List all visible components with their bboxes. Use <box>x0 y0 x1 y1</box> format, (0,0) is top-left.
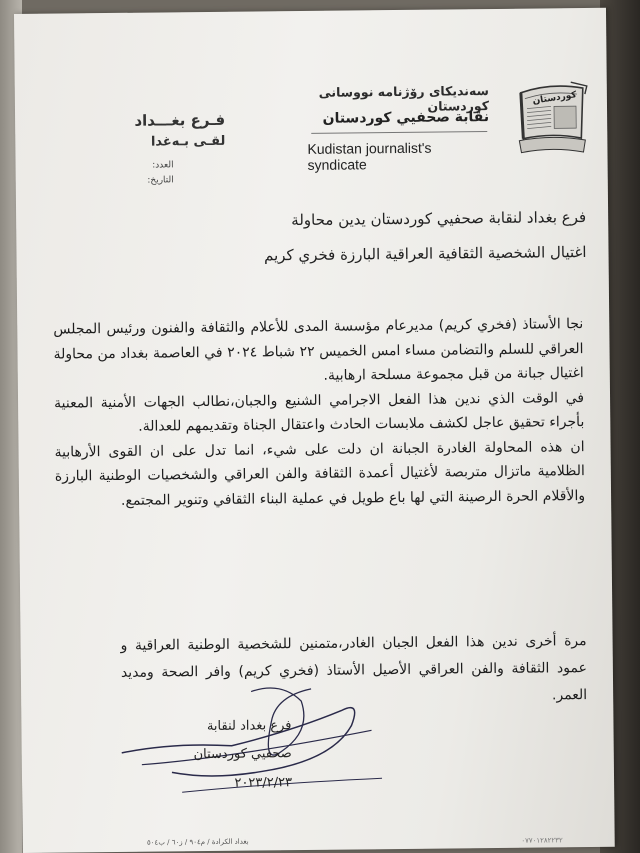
signoff-line-1: فرع بغداد لنقابة <box>206 718 292 735</box>
footer-phone: ٠٧٧٠١٢٨٢٢٣٢ <box>521 836 563 845</box>
title-line-1: فرع بغداد لنقابة صحفيي كوردستان يدين محاولة <box>291 208 587 230</box>
letter-body <box>53 312 585 514</box>
title-line-2: اغتيال الشخصية الثقافية العراقية البارزة فخري كريم <box>263 243 587 265</box>
date-label: التاريخ: <box>147 175 174 186</box>
signoff-date: ٢٠٢٣/٢/٢٣ <box>234 775 293 791</box>
closing-paragraph: مرة أخرى ندين هذا الفعل الجبان الغادر،متمنين للشخصية الوطنية العراقية و عمود الثقافة والفن العراقي الأصيل الأستاذ (فخري كريم) وافر الصحة ومديد العمر. <box>120 633 588 704</box>
footer-address: بغداد الكرادة / م٩٠٤ / ز٦٠ / ب٥٠٤ <box>146 837 249 847</box>
paragraph-3: ان هذه المحاولة الغادرة الجبانة ان دلت على شيء، انما تدل على ان القوى الأرهابية الظلامية ماتزال متربصة لأغتيال أعمدة الثقافة والفن العراقي والشخصيات الوطنية البارزة والأقلام الحرة الرصينة التي لها باع طويل في عملية البناء الثقافي وتنوير المجتمع. <box>54 438 586 509</box>
branch-name-arabic: فـرع بغـــداد <box>134 110 226 130</box>
branch-name-kurdish: لقـى بـەغدا <box>150 133 226 150</box>
signoff-line-2: صحفيي كوردستان <box>193 746 292 763</box>
header-arabic-name: نقابة صحفيي كوردستان <box>322 109 490 127</box>
syndicate-logo <box>511 78 590 163</box>
paragraph-2: في الوقت الذي ندين هذا الفعل الاجرامي الشنيع والجبان،نطالب الجهات الأمنية المعنية بأجراء تحقيق عاجل لكشف ملابسات الحادث واعتقال الجناة وتقديمهم للعدالة. <box>53 389 585 435</box>
letter-page <box>14 8 615 853</box>
logo-text: کوردستان <box>532 90 578 107</box>
header-divider <box>311 131 487 134</box>
header-kurdish-name: سەندیکای رۆژنامە نووسانی کوردستان <box>318 83 490 114</box>
paragraph-1: نجا الأستاذ (فخري كريم) مديرعام مؤسسة المدى للأعلام والثقافة والفنون ورئيس المجلس العراقي للسلم والتضامن مساء امس الخميس ٢٢ شباط ٢٠٢٤ في العاصمة بغداد من محاولة اغتيال جبانة من قبل مجموعة مسلحة ارهابية. <box>53 316 584 384</box>
header-english-name: Kudistan journalist's syndicate <box>307 139 432 173</box>
number-label: العدد: <box>152 160 174 171</box>
